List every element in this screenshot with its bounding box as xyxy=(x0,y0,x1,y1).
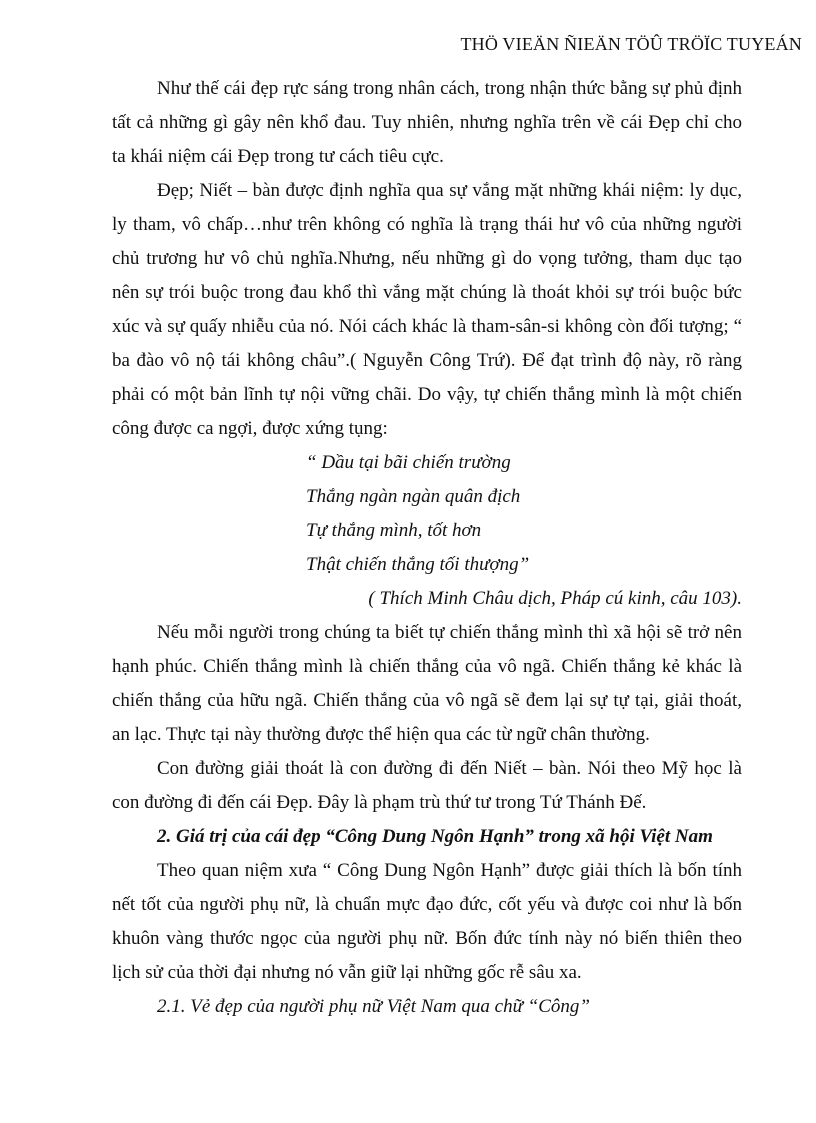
poem-quote xyxy=(112,446,742,582)
running-header: THÖ VIEÄN ÑIEÄN TÖÛ TRÖÏC TUYEÁN xyxy=(460,34,802,54)
section-heading-2: 2. Giá trị của cái đẹp “Công Dung Ngôn Hạnh” trong xã hội Việt Nam xyxy=(157,826,713,847)
section-heading-2-1: 2.1. Vẻ đẹp của người phụ nữ Việt Nam qua chữ “Công” xyxy=(157,996,590,1017)
poem-citation: ( Thích Minh Châu dịch, Pháp cú kinh, câu 103). xyxy=(368,588,742,609)
document-body xyxy=(112,72,742,1024)
paragraph-2: Đẹp; Niết – bàn được định nghĩa qua sự vắng mặt những khái niệm: ly dục, ly tham, vô chấp…như trên không có nghĩa là trạng thái hư vô của những người chủ trương hư vô chủ nghĩa.Nhưng, nếu những gì do vọng tưởng, tham dục tạo nên sự trói buộc trong đau khổ thì vắng mặt chúng là thoát khỏi sự trói buộc bức xúc và sự quấy nhiễu của nó. Nói cách khác là tham-sân-si không còn đối tượng; “ ba đào vô nộ tái không châu”.( Nguyễn Công Trứ). Để đạt trình độ này, rõ ràng phải có một bản lĩnh tự nội vững chãi. Do vậy, tự chiến thắng mình là một chiến công được ca ngợi, được xứng tụng: xyxy=(112,180,742,439)
poem-line-3: Tự thắng mình, tốt hơn xyxy=(306,520,482,541)
paragraph-4: Con đường giải thoát là con đường đi đến Niết – bàn. Nói theo Mỹ học là con đường đi đến cái Đẹp. Đây là phạm trù thứ tư trong Tứ Thánh Đế. xyxy=(112,758,742,813)
paragraph-5: Theo quan niệm xưa “ Công Dung Ngôn Hạnh” được giải thích là bốn tính nết tốt của người phụ nữ, là chuẩn mực đạo đức, cốt yếu và được coi như là bốn khuôn vàng thước ngọc của người phụ nữ. Bốn đức tính này nó biến thiên theo lịch sử của thời đại nhưng nó vẫn giữ lại những gốc rễ sâu xa. xyxy=(112,860,742,983)
paragraph-1: Như thế cái đẹp rực sáng trong nhân cách, trong nhận thức bằng sự phủ định tất cả những gì gây nên khổ đau. Tuy nhiên, nhưng nghĩa trên về cái Đẹp chỉ cho ta khái niệm cái Đẹp trong tư cách tiêu cực. xyxy=(112,78,742,167)
poem-line-1: “ Dầu tại bãi chiến trường xyxy=(306,452,511,473)
poem-line-2: Thắng ngàn ngàn quân địch xyxy=(306,486,521,507)
poem-line-4: Thật chiến thắng tối thượng” xyxy=(306,554,530,575)
paragraph-3: Nếu mỗi người trong chúng ta biết tự chiến thắng mình thì xã hội sẽ trở nên hạnh phúc. Chiến thắng mình là chiến thắng của vô ngã. Chiến thắng kẻ khác là chiến thắng của hữu ngã. Chiến thắng của vô ngã sẽ đem lại sự tự tại, giải thoát, an lạc. Thực tại này thường được thể hiện qua các từ ngữ chân thường. xyxy=(112,622,742,745)
